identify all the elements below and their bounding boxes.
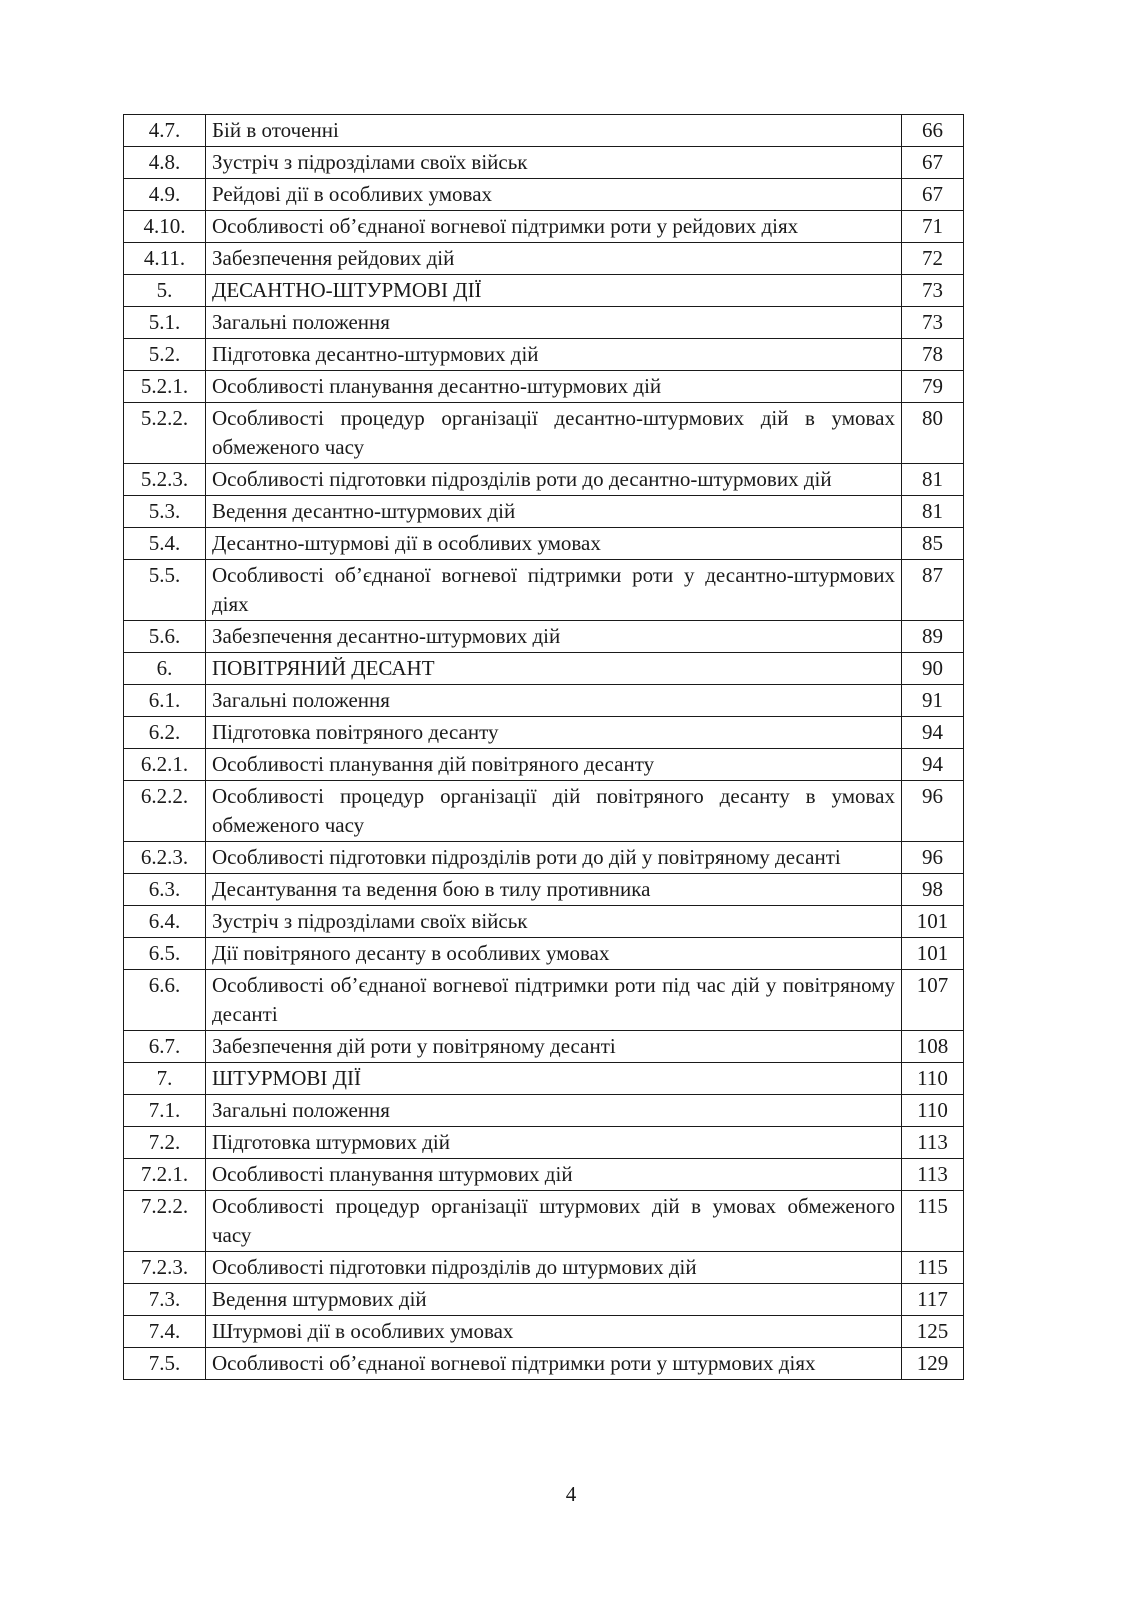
toc-row-page: 129	[902, 1348, 964, 1380]
toc-row-number: 6.2.1.	[124, 749, 206, 781]
toc-row-number: 6.7.	[124, 1031, 206, 1063]
toc-row	[124, 1252, 964, 1284]
toc-row	[124, 653, 964, 685]
toc-row-title: Ведення десантно-штурмових дій	[206, 496, 902, 528]
toc-row-title: ШТУРМОВІ ДІЇ	[206, 1063, 902, 1095]
toc-row-page: 87	[902, 560, 964, 621]
toc-row-title: Загальні положення	[206, 1095, 902, 1127]
toc-row-page: 98	[902, 874, 964, 906]
toc-row-number: 4.8.	[124, 147, 206, 179]
toc-row-title: Особливості планування штурмових дій	[206, 1159, 902, 1191]
toc-row-number: 6.1.	[124, 685, 206, 717]
toc-row-number: 6.5.	[124, 938, 206, 970]
toc-row	[124, 970, 964, 1031]
toc-row-page: 94	[902, 749, 964, 781]
toc-row	[124, 1127, 964, 1159]
toc-row	[124, 1284, 964, 1316]
toc-row-page: 71	[902, 211, 964, 243]
toc-row	[124, 147, 964, 179]
toc-row-title: Забезпечення десантно-штурмових дій	[206, 621, 902, 653]
toc-row	[124, 339, 964, 371]
toc-row	[124, 403, 964, 464]
toc-row-number: 5.2.3.	[124, 464, 206, 496]
toc-row	[124, 1191, 964, 1252]
toc-row-page: 91	[902, 685, 964, 717]
toc-row-number: 5.3.	[124, 496, 206, 528]
toc-row-title: Десантування та ведення бою в тилу противника	[206, 874, 902, 906]
toc-row-page: 115	[902, 1252, 964, 1284]
toc-row-title: Особливості процедур організації штурмових дій в умовах обмеженого часу	[206, 1191, 902, 1252]
toc-row	[124, 307, 964, 339]
toc-row-title: Особливості підготовки підрозділів роти до дій у повітряному десанті	[206, 842, 902, 874]
toc-row	[124, 371, 964, 403]
toc-row-title: ПОВІТРЯНИЙ ДЕСАНТ	[206, 653, 902, 685]
toc-row-page: 107	[902, 970, 964, 1031]
toc-row-number: 7.2.1.	[124, 1159, 206, 1191]
toc-row-number: 5.1.	[124, 307, 206, 339]
toc-row-page: 101	[902, 938, 964, 970]
toc-row	[124, 906, 964, 938]
toc-row-number: 4.7.	[124, 115, 206, 147]
toc-row-title: Особливості об’єднаної вогневої підтримки роти під час дій у повітряному десанті	[206, 970, 902, 1031]
toc-row	[124, 874, 964, 906]
toc-row-number: 5.2.2.	[124, 403, 206, 464]
toc-row-number: 6.2.3.	[124, 842, 206, 874]
toc-row	[124, 211, 964, 243]
toc-row-page: 89	[902, 621, 964, 653]
toc-row-title: Підготовка повітряного десанту	[206, 717, 902, 749]
toc-row	[124, 621, 964, 653]
toc-row-number: 6.4.	[124, 906, 206, 938]
toc-row	[124, 685, 964, 717]
toc-row-title: Особливості планування десантно-штурмових дій	[206, 371, 902, 403]
toc-row-page: 73	[902, 307, 964, 339]
toc-row-number: 5.4.	[124, 528, 206, 560]
toc-row	[124, 496, 964, 528]
toc-row-page: 113	[902, 1159, 964, 1191]
toc-row-page: 115	[902, 1191, 964, 1252]
toc-row-number: 6.2.	[124, 717, 206, 749]
toc-row	[124, 275, 964, 307]
toc-body	[124, 115, 964, 1380]
toc-row-number: 7.3.	[124, 1284, 206, 1316]
toc-row-page: 67	[902, 179, 964, 211]
toc-row	[124, 717, 964, 749]
toc-row-title: Особливості підготовки підрозділів до штурмових дій	[206, 1252, 902, 1284]
toc-row-title: Особливості процедур організації дій повітряного десанту в умовах обмеженого часу	[206, 781, 902, 842]
toc-row	[124, 464, 964, 496]
toc-row-page: 67	[902, 147, 964, 179]
toc-row-page: 81	[902, 464, 964, 496]
toc-row-title: Рейдові дії в особливих умовах	[206, 179, 902, 211]
toc-row	[124, 749, 964, 781]
toc-row-page: 94	[902, 717, 964, 749]
toc-row	[124, 1316, 964, 1348]
toc-row-title: Зустріч з підрозділами своїх військ	[206, 147, 902, 179]
toc-row-page: 117	[902, 1284, 964, 1316]
toc-row-title: Штурмові дії в особливих умовах	[206, 1316, 902, 1348]
toc-row	[124, 1031, 964, 1063]
toc-row-number: 6.	[124, 653, 206, 685]
toc-row-title: Ведення штурмових дій	[206, 1284, 902, 1316]
toc-row-page: 113	[902, 1127, 964, 1159]
toc-row-page: 125	[902, 1316, 964, 1348]
toc-row-page: 110	[902, 1063, 964, 1095]
toc-row-number: 6.2.2.	[124, 781, 206, 842]
toc-row-number: 5.	[124, 275, 206, 307]
page-number: 4	[565, 1482, 577, 1506]
toc-row	[124, 1063, 964, 1095]
toc-row-number: 6.3.	[124, 874, 206, 906]
toc-row-number: 5.5.	[124, 560, 206, 621]
toc-row-page: 66	[902, 115, 964, 147]
toc-row-number: 5.6.	[124, 621, 206, 653]
toc-row	[124, 243, 964, 275]
toc-row	[124, 1159, 964, 1191]
toc-row	[124, 528, 964, 560]
toc-row-page: 96	[902, 781, 964, 842]
toc-row	[124, 938, 964, 970]
toc-row-title: Підготовка десантно-штурмових дій	[206, 339, 902, 371]
toc-row	[124, 560, 964, 621]
toc-row-number: 4.10.	[124, 211, 206, 243]
toc-row-number: 7.2.3.	[124, 1252, 206, 1284]
toc-row-page: 73	[902, 275, 964, 307]
toc-row-title: Особливості підготовки підрозділів роти до десантно-штурмових дій	[206, 464, 902, 496]
toc-row-page: 108	[902, 1031, 964, 1063]
toc-row-page: 90	[902, 653, 964, 685]
toc-row-title: Особливості планування дій повітряного десанту	[206, 749, 902, 781]
toc-row-page: 78	[902, 339, 964, 371]
toc-row-page: 101	[902, 906, 964, 938]
toc-row-page: 81	[902, 496, 964, 528]
toc-row	[124, 842, 964, 874]
toc-row	[124, 1095, 964, 1127]
toc-row	[124, 1348, 964, 1380]
toc-row-title: Зустріч з підрозділами своїх військ	[206, 906, 902, 938]
toc-row-title: Загальні положення	[206, 307, 902, 339]
toc-row-title: ДЕСАНТНО-ШТУРМОВІ ДІЇ	[206, 275, 902, 307]
toc-row-number: 7.2.	[124, 1127, 206, 1159]
toc-row-title: Забезпечення дій роти у повітряному десанті	[206, 1031, 902, 1063]
toc-row-number: 7.	[124, 1063, 206, 1095]
toc-row-title: Дії повітряного десанту в особливих умовах	[206, 938, 902, 970]
toc-row-title: Десантно-штурмові дії в особливих умовах	[206, 528, 902, 560]
toc-row-number: 4.11.	[124, 243, 206, 275]
toc-row-title: Особливості об’єднаної вогневої підтримки роти у штурмових діях	[206, 1348, 902, 1380]
toc-row-number: 7.5.	[124, 1348, 206, 1380]
toc-row-title: Особливості процедур організації десантно-штурмових дій в умовах обмеженого часу	[206, 403, 902, 464]
toc-row-number: 5.2.1.	[124, 371, 206, 403]
toc-row-page: 85	[902, 528, 964, 560]
toc-row-number: 4.9.	[124, 179, 206, 211]
toc-row	[124, 179, 964, 211]
toc-row-number: 7.4.	[124, 1316, 206, 1348]
toc-row	[124, 781, 964, 842]
toc-row-page: 110	[902, 1095, 964, 1127]
toc-row-number: 6.6.	[124, 970, 206, 1031]
toc-row-title: Забезпечення рейдових дій	[206, 243, 902, 275]
toc-row-title: Підготовка штурмових дій	[206, 1127, 902, 1159]
toc-row-number: 7.1.	[124, 1095, 206, 1127]
toc-row-page: 79	[902, 371, 964, 403]
toc-row-number: 5.2.	[124, 339, 206, 371]
toc-row-page: 72	[902, 243, 964, 275]
toc-row-number: 7.2.2.	[124, 1191, 206, 1252]
toc-row-page: 80	[902, 403, 964, 464]
toc-row-page: 96	[902, 842, 964, 874]
toc-row-title: Загальні положення	[206, 685, 902, 717]
toc-row-title: Особливості об’єднаної вогневої підтримки роти у десантно-штурмових діях	[206, 560, 902, 621]
toc-row-title: Бій в оточенні	[206, 115, 902, 147]
toc-table	[123, 114, 964, 1380]
toc-row-title: Особливості об’єднаної вогневої підтримки роти у рейдових діях	[206, 211, 902, 243]
toc-row	[124, 115, 964, 147]
